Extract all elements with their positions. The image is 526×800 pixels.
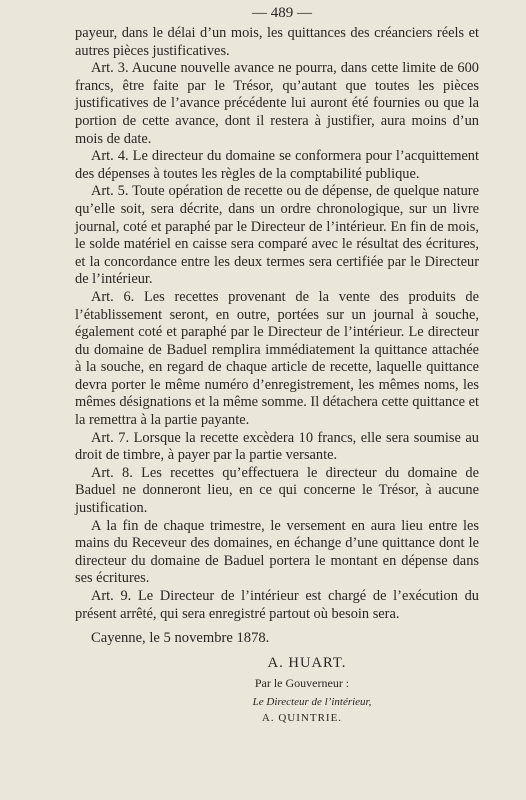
date-line: Cayenne, le 5 novembre 1878. xyxy=(91,630,270,647)
by-line: Par le Gouverneur : xyxy=(254,676,350,691)
paragraph-art-6: Art. 6. Les recettes provenant de la vente des produits de l’établissement seront, en outre, portées sur un journal à souche, également coté et paraphé par le Directeur de l’intérieur. Le directeur du domaine de Baduel remplira immédiatement la quittance attachée à la souche, en regard de chaque article de recette, laquelle quittance devra porter le même numéro d’enregistrement, les mêmes noms, les mêmes désignations et la même somme. Il détachera cette quittance et la remettra à la partie payante. xyxy=(75,288,479,429)
paragraph-art-4: Art. 4. Le directeur du domaine se conformera pour l’acquittement des dépenses à toutes les règles de la comptabilité publique. xyxy=(75,148,479,182)
paragraph-art-5: Art. 5. Toute opération de recette ou de dépense, de quelque nature qu’elle soit, sera décrite, dans un ordre chronologique, sur un livre journal, coté et paraphé par le Directeur de l’intérieur. En fin de mois, le solde matériel en caisse sera comparé avec le résultat des écritures, et la concordance entre les deux termes sera certifiée par le Directeur de l’intérieur. xyxy=(75,183,479,288)
official-name: A. QUINTRIE. xyxy=(261,712,343,725)
signer-name: A. HUART. xyxy=(267,655,347,672)
official-title: Le Directeur de l’intérieur, xyxy=(252,696,372,709)
paragraph-art-9: Art. 9. Le Directeur de l’intérieur est chargé de l’exécution du présent arrêté, qui sera enregistré partout où besoin sera. xyxy=(75,588,479,622)
paragraph-trimestre: A la fin de chaque trimestre, le versement en aura lieu entre les mains du Receveur des domaines, en échange d’une quittance dont le directeur du domaine de Baduel portera le montant en dépense dans ses écritures. xyxy=(75,517,479,587)
paragraph-art-7: Art. 7. Lorsque la recette excèdera 10 francs, elle sera soumise au droit de timbre, à payer par la partie versante. xyxy=(75,429,479,464)
paragraph-continuation: payeur, dans le délai d’un mois, les quittances des créanciers réels et autres pièces justificatives. xyxy=(75,25,479,59)
signature-block xyxy=(75,629,479,724)
paragraph-art-8: Art. 8. Les recettes qu’effectuera le directeur du domaine de Baduel ne donneront lieu, en ce qui concerne le Trésor, à aucune justification. xyxy=(75,464,479,517)
body-text xyxy=(75,25,479,623)
page-number: — 489 — xyxy=(252,5,312,21)
paragraph-art-3: Art. 3. Aucune nouvelle avance ne pourra, dans cette limite de 600 francs, être faite par le Trésor, qu’autant que toutes les pièces justificatives de l’avance précédente lui auront été fournies ou que la portion de cette avance, dont il restera à justifier, aura moins d’un mois de date. xyxy=(75,60,479,147)
